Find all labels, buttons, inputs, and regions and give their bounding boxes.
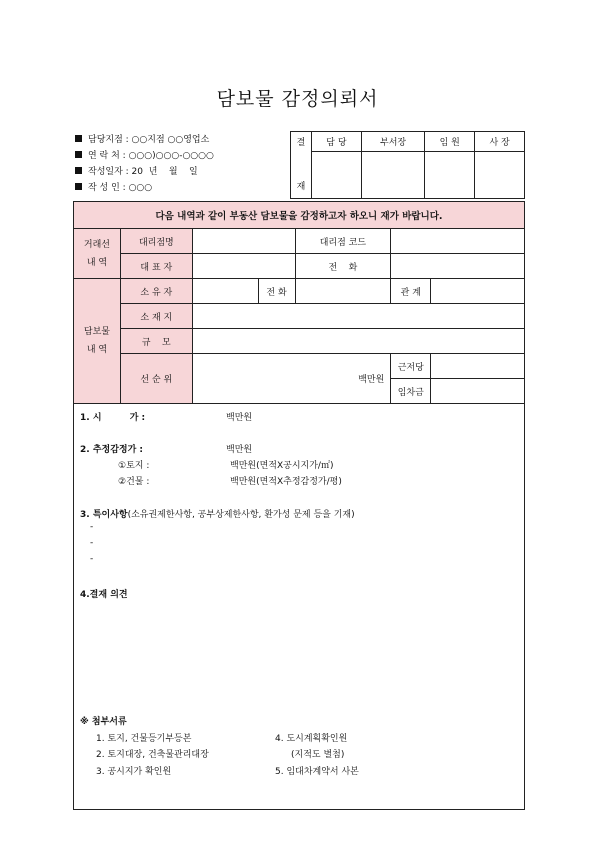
mortgage-label: 근저당	[391, 354, 431, 379]
priority-field[interactable]	[192, 354, 391, 404]
special-notes-hint: (소유권제한사항, 공부상제한사항, 환가성 문제 등을 기재)	[127, 510, 355, 520]
estimate-label: 2. 추정감정가 :	[80, 445, 144, 455]
approval-col-manager: 부서장	[361, 132, 425, 152]
opinion-label: 4.결재 의견	[80, 590, 128, 600]
lease-field[interactable]	[431, 379, 525, 404]
approval-col-executive: 임 원	[425, 132, 475, 152]
mortgage-field[interactable]	[431, 354, 525, 379]
signature-field-staff[interactable]	[312, 151, 362, 198]
square-bullet-icon	[75, 135, 82, 142]
request-banner: 다음 내역과 같이 부동산 담보물을 감정하고자 하오니 재가 바랍니다.	[74, 202, 525, 229]
scale-label: 규 모	[120, 329, 192, 354]
priority-label: 선 순 위	[120, 354, 192, 404]
approval-seal-label: 결 재	[291, 132, 312, 199]
attachment-item: 1. 토지, 건물등기부등본	[96, 734, 192, 744]
trade-phone-field[interactable]	[391, 254, 525, 279]
square-bullet-icon	[75, 151, 82, 158]
representative-label: 대 표 자	[120, 254, 192, 279]
special-note-bullet[interactable]: -	[90, 522, 94, 532]
info-label: 작성일자	[88, 167, 123, 177]
square-bullet-icon	[75, 167, 82, 174]
info-row-author: 작 성 인 : ○○○	[75, 180, 214, 196]
owner-phone-label: 전 화	[258, 279, 295, 304]
attachments-heading: ※ 첨부서류	[80, 717, 127, 727]
info-label: 담당지점	[88, 135, 123, 145]
market-price-unit: 백만원	[226, 413, 253, 423]
approval-box	[290, 131, 525, 199]
info-value: 20 년 월 일	[131, 167, 198, 177]
page-title: 담보물 감정의뢰서	[216, 88, 379, 110]
estimate-unit: 백만원	[226, 445, 253, 455]
request-form-body	[73, 201, 525, 810]
owner-label: 소 유 자	[120, 279, 192, 304]
location-label: 소 재 지	[120, 304, 192, 329]
agency-code-label: 대리점 코드	[295, 229, 391, 254]
signature-field-president[interactable]	[475, 151, 525, 198]
attachment-item: 2. 토지대장, 건축물관리대장	[96, 750, 209, 760]
info-value: ○○○	[128, 183, 153, 193]
market-price-label: 1. 시 가 :	[80, 413, 146, 423]
owner-phone-field[interactable]	[295, 279, 391, 304]
relation-field[interactable]	[431, 279, 525, 304]
representative-field[interactable]	[192, 254, 295, 279]
scale-field[interactable]	[192, 329, 524, 354]
info-row-branch: 담당지점 : ○○지점 ○○영업소	[75, 132, 214, 148]
trade-group-label: 거래선 내 역	[74, 229, 121, 279]
attachment-item: 3. 공시지가 확인원	[96, 767, 172, 777]
info-row-contact: 연 락 처 : ○○○)○○○-○○○○	[75, 148, 214, 164]
lease-label: 임차금	[391, 379, 431, 404]
building-label: ②건물 :	[118, 477, 150, 487]
special-note-bullet[interactable]: -	[90, 554, 94, 564]
agency-code-field[interactable]	[391, 229, 525, 254]
relation-label: 관 계	[391, 279, 431, 304]
building-value: 백만원(면적X추정감정가/평)	[230, 477, 342, 487]
signature-field-manager[interactable]	[361, 151, 425, 198]
trade-phone-label: 전 화	[295, 254, 391, 279]
location-field[interactable]	[192, 304, 524, 329]
attachment-item: 5. 임대차계약서 사본	[275, 767, 359, 777]
info-value: ○○지점 ○○영업소	[131, 135, 210, 145]
info-label: 작 성 인	[88, 183, 120, 193]
requester-info	[75, 132, 214, 196]
owner-field[interactable]	[192, 279, 258, 304]
attachment-item: 4. 도시계획확인원	[275, 734, 348, 744]
land-value: 백만원(면적X공시지가/㎡)	[230, 461, 334, 471]
attachment-item: (지적도 별첨)	[291, 750, 345, 760]
priority-unit: 백만원	[358, 375, 385, 385]
info-label: 연 락 처	[88, 151, 120, 161]
land-label: ①토지 :	[118, 461, 150, 471]
approval-col-president: 사 장	[475, 132, 525, 152]
special-notes-heading	[80, 507, 355, 520]
details-table	[73, 201, 525, 404]
special-note-bullet[interactable]: -	[90, 538, 94, 548]
square-bullet-icon	[75, 183, 82, 190]
collateral-group-label: 담보물 내 역	[74, 279, 121, 404]
special-notes-label: 3. 특이사항	[80, 510, 128, 520]
signature-field-executive[interactable]	[425, 151, 475, 198]
info-value: ○○○)○○○-○○○○	[128, 151, 214, 161]
info-row-date: 작성일자 : 20 년 월 일	[75, 164, 214, 180]
approval-col-staff: 담 당	[312, 132, 362, 152]
agency-name-label: 대리점명	[120, 229, 192, 254]
agency-name-field[interactable]	[192, 229, 295, 254]
